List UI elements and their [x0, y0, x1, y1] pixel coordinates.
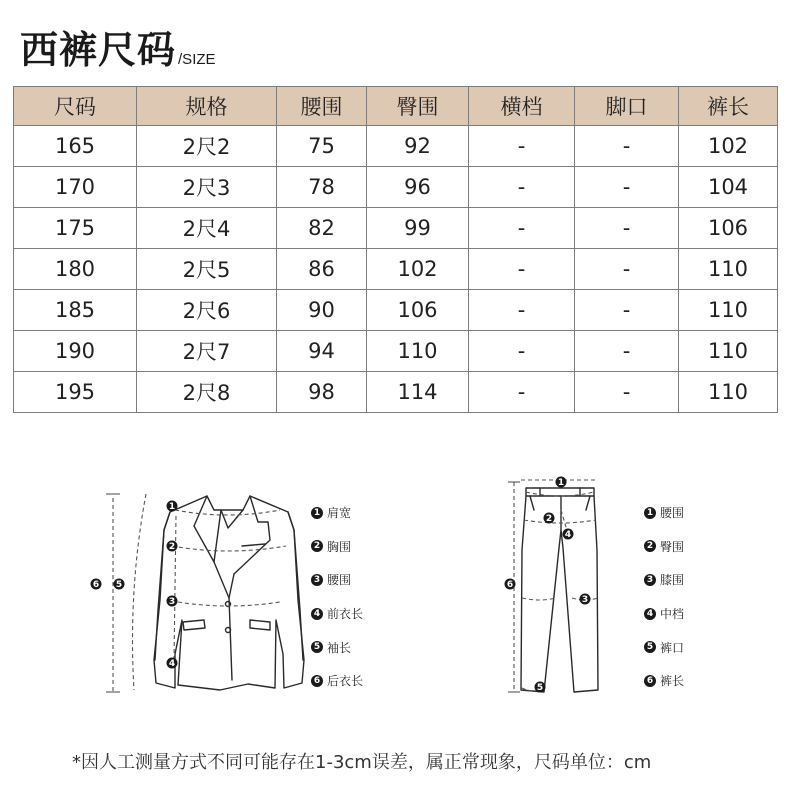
table-cell: 82	[277, 208, 367, 249]
table-cell: -	[469, 372, 575, 413]
legend-item	[311, 597, 363, 631]
table-cell: 2尺4	[137, 208, 277, 249]
table-cell: 190	[14, 331, 137, 372]
legend-number: 3	[311, 574, 323, 586]
footnote: *因人工测量方式不同可能存在1-3cm误差，属正常现象，尺码单位：cm	[72, 752, 652, 773]
column-header: 臀围	[367, 87, 469, 126]
table-row	[14, 372, 778, 413]
legend-item	[311, 496, 363, 530]
title-main: 西裤尺码	[20, 28, 177, 72]
legend-number: 6	[644, 675, 656, 687]
svg-text:2: 2	[545, 514, 553, 525]
svg-text:6: 6	[92, 580, 100, 591]
table-cell: 2尺7	[137, 331, 277, 372]
legend-item	[644, 563, 684, 597]
table-cell: -	[469, 249, 575, 290]
table-cell: 92	[367, 126, 469, 167]
legend-item	[311, 563, 363, 597]
legend-label: 腰围	[660, 506, 685, 521]
legend-label: 裤长	[660, 674, 685, 689]
table-cell: 102	[367, 249, 469, 290]
table-cell: 2尺6	[137, 290, 277, 331]
table-cell: 75	[277, 126, 367, 167]
table-row	[14, 126, 778, 167]
table-cell: 2尺8	[137, 372, 277, 413]
table-cell: -	[469, 208, 575, 249]
legend-number: 4	[311, 608, 323, 620]
legend-item	[644, 664, 684, 698]
legend-label: 肩宽	[327, 506, 352, 521]
table-cell: -	[575, 208, 679, 249]
table-cell: 195	[14, 372, 137, 413]
legend-item	[644, 597, 684, 631]
measurement-diagrams	[0, 470, 790, 710]
column-header: 规格	[137, 87, 277, 126]
table-cell: -	[469, 126, 575, 167]
table-cell: 106	[679, 208, 778, 249]
table-cell: -	[469, 167, 575, 208]
column-header: 裤长	[679, 87, 778, 126]
legend-label: 胸围	[327, 539, 352, 554]
column-header: 横档	[469, 87, 575, 126]
legend-item	[644, 630, 684, 664]
table-cell: 170	[14, 167, 137, 208]
svg-text:5: 5	[536, 683, 544, 694]
table-body	[14, 126, 778, 413]
table-cell: 114	[367, 372, 469, 413]
table-cell: 110	[679, 331, 778, 372]
legend-item	[311, 630, 363, 664]
legend-number: 1	[644, 507, 656, 519]
svg-text:1: 1	[168, 502, 176, 513]
table-cell: -	[575, 126, 679, 167]
svg-text:6: 6	[506, 580, 514, 591]
column-header: 腰围	[277, 87, 367, 126]
table-cell: 98	[277, 372, 367, 413]
table-cell: 2尺5	[137, 249, 277, 290]
table-cell: 110	[679, 290, 778, 331]
column-header: 脚口	[575, 87, 679, 126]
table-cell: 2尺2	[137, 126, 277, 167]
table-cell: -	[575, 331, 679, 372]
table-cell: 99	[367, 208, 469, 249]
table-cell: -	[575, 249, 679, 290]
table-cell: 110	[367, 331, 469, 372]
table-row	[14, 249, 778, 290]
pants-legend	[644, 496, 684, 698]
legend-number: 4	[644, 608, 656, 620]
svg-text:2: 2	[168, 542, 176, 553]
legend-label: 后衣长	[327, 674, 364, 689]
size-table	[13, 86, 778, 413]
svg-text:4: 4	[564, 530, 572, 541]
legend-number: 6	[311, 675, 323, 687]
svg-text:1: 1	[557, 478, 565, 489]
table-row	[14, 208, 778, 249]
legend-label: 袖长	[327, 640, 352, 655]
legend-label: 前衣长	[327, 607, 364, 622]
table-cell: 2尺3	[137, 167, 277, 208]
table-cell: -	[575, 290, 679, 331]
legend-number: 1	[311, 507, 323, 519]
svg-text:3: 3	[581, 595, 589, 606]
table-cell: 96	[367, 167, 469, 208]
table-cell: 78	[277, 167, 367, 208]
legend-number: 5	[311, 641, 323, 653]
legend-item	[644, 530, 684, 564]
legend-number: 2	[311, 540, 323, 552]
svg-text:5: 5	[115, 580, 123, 591]
legend-number: 2	[644, 540, 656, 552]
table-cell: -	[469, 290, 575, 331]
svg-text:4: 4	[168, 659, 176, 670]
table-cell: -	[575, 372, 679, 413]
table-cell: -	[469, 331, 575, 372]
legend-item	[311, 664, 363, 698]
legend-number: 5	[644, 641, 656, 653]
table-cell: 94	[277, 331, 367, 372]
legend-item	[311, 530, 363, 564]
table-cell: 165	[14, 126, 137, 167]
table-cell: -	[575, 167, 679, 208]
title-sub: /SIZE	[178, 51, 216, 68]
legend-item	[644, 496, 684, 530]
legend-label: 中档	[660, 607, 685, 622]
table-cell: 104	[679, 167, 778, 208]
table-cell: 185	[14, 290, 137, 331]
table-header-row	[14, 87, 778, 126]
jacket-legend	[311, 496, 363, 698]
legend-label: 膝围	[660, 573, 685, 588]
table-cell: 110	[679, 249, 778, 290]
legend-label: 裤口	[660, 640, 685, 655]
table-cell: 90	[277, 290, 367, 331]
page-title	[20, 22, 216, 72]
legend-label: 臀围	[660, 539, 685, 554]
column-header: 尺码	[14, 87, 137, 126]
table-row	[14, 331, 778, 372]
legend-number: 3	[644, 574, 656, 586]
table-cell: 175	[14, 208, 137, 249]
table-cell: 110	[679, 372, 778, 413]
svg-text:3: 3	[168, 597, 176, 608]
table-row	[14, 290, 778, 331]
legend-label: 腰围	[327, 573, 352, 588]
table-row	[14, 167, 778, 208]
table-cell: 102	[679, 126, 778, 167]
table-cell: 106	[367, 290, 469, 331]
table-cell: 86	[277, 249, 367, 290]
table-cell: 180	[14, 249, 137, 290]
